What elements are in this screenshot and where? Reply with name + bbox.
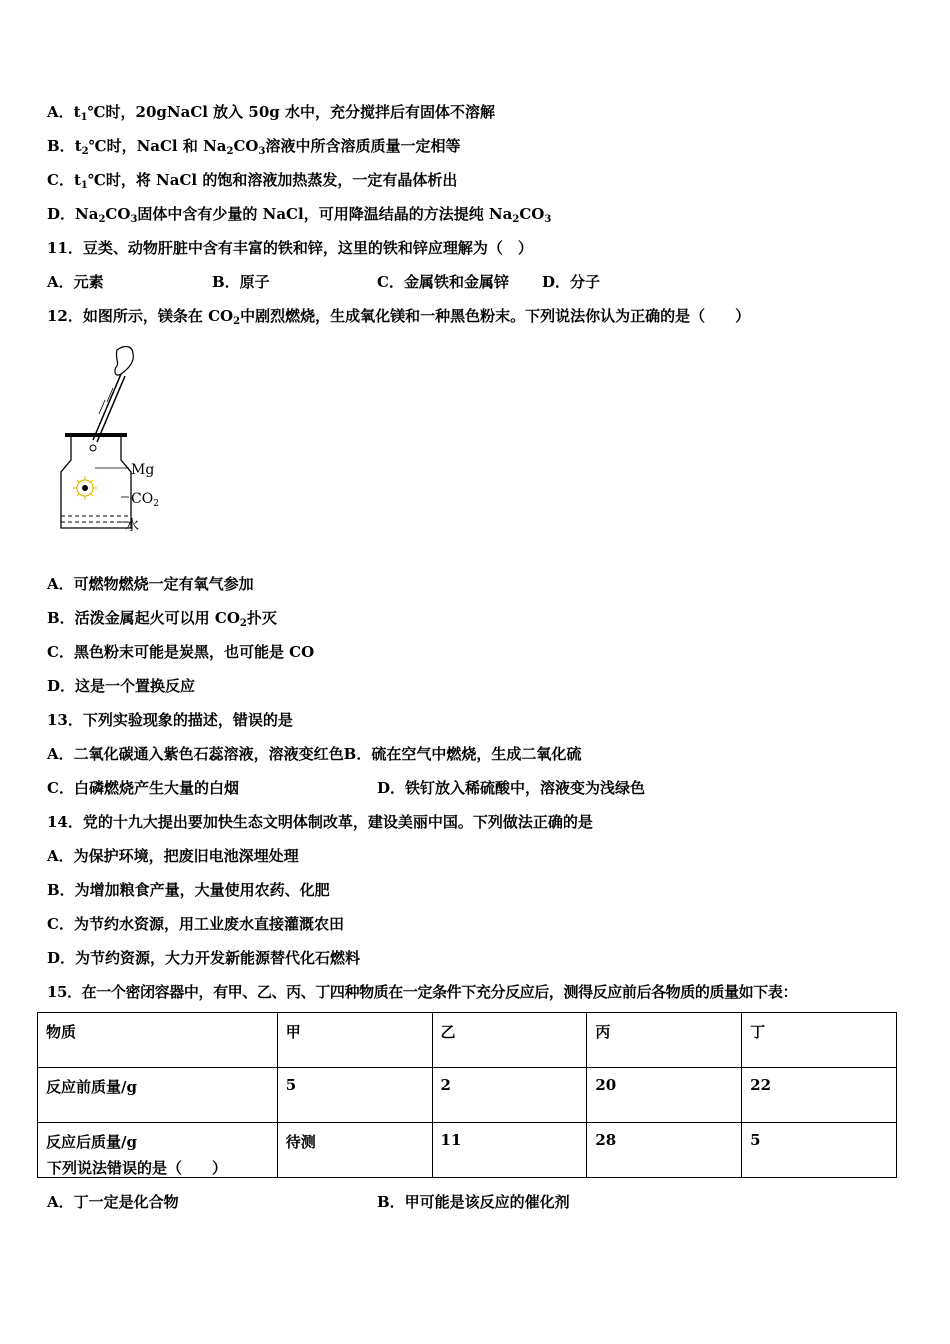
q12-option-c: C．黑色粉末可能是炭黑，也可能是 CO: [47, 643, 315, 661]
label-mg: Mg: [131, 462, 155, 478]
table-cell: 甲: [277, 1013, 432, 1068]
magnesium-burning-diagram: [55, 340, 175, 540]
table-cell: 2: [432, 1068, 587, 1123]
hand-icon: [115, 347, 133, 376]
label-water: 水: [125, 518, 139, 534]
table-cell: 22: [742, 1068, 897, 1123]
q11-option-a: A．元素: [47, 273, 104, 291]
q10-option-d: D．$Na_2CO_3$固体中含有少量的 NaCl，可用降温结晶的方法提纯 $Na_2CO_3$: [47, 205, 552, 225]
label-co2: $CO_2$: [131, 491, 159, 509]
q14-option-d: D．为节约资源，大力开发新能源替代化石燃料: [47, 949, 361, 967]
mass-table: [37, 1012, 897, 1178]
q11-option-d: D．分子: [542, 273, 601, 291]
q13-stem: 13．下列实验现象的描述，错误的是: [47, 711, 293, 729]
table-cell: 28: [587, 1123, 742, 1178]
q12-option-a: A．可燃物燃烧一定有氧气参加: [47, 575, 254, 593]
q13-option-d: D．铁钉放入稀硫酸中，溶液变为浅绿色: [377, 779, 646, 797]
q10-option-b: B．$t_2℃$时，NaCl 和 $Na_2CO_3$溶液中所含溶质质量一定相等: [47, 137, 461, 157]
table-cell: 乙: [432, 1013, 587, 1068]
q12-option-d: D．这是一个置换反应: [47, 677, 196, 695]
table-cell: 20: [587, 1068, 742, 1123]
q15-stem: 15．在一个密闭容器中，有甲、乙、丙、丁四种物质在一定条件下充分反应后，测得反应前后各物质的质量如下表：: [47, 983, 798, 1001]
table-cell: 反应后质量/g: [38, 1123, 278, 1178]
q10-option-c: C．$t_1℃$时，将 NaCl 的饱和溶液加热蒸发，一定有晶体析出: [47, 171, 458, 191]
gas-jar: [61, 437, 131, 528]
table-cell: 丙: [587, 1013, 742, 1068]
q14-option-c: C．为节约水资源，用工业废水直接灌溉农田: [47, 915, 344, 933]
table-cell: 5: [277, 1068, 432, 1123]
table-cell: 丁: [742, 1013, 897, 1068]
table-cell: 5: [742, 1123, 897, 1178]
q11-option-c: C．金属铁和金属锌: [377, 273, 509, 291]
q14-option-b: B．为增加粮食产量，大量使用农药、化肥: [47, 881, 330, 899]
q13-option-c: C．白磷燃烧产生大量的白烟: [47, 779, 239, 797]
q14-stem: 14．党的十九大提出要加快生态文明体制改革，建设美丽中国。下列做法正确的是: [47, 813, 593, 831]
q12-stem: 12．如图所示，镁条在 $CO_2$中剧烈燃烧，生成氧化镁和一种黑色粉末。下列说法你认为正确的是（ ）: [47, 307, 751, 327]
q11-stem: 11．豆类、动物肝脏中含有丰富的铁和锌，这里的铁和锌应理解为（ ）: [47, 239, 533, 257]
q13-option-ab: A．二氧化碳通入紫色石蕊溶液，溶液变红色B．硫在空气中燃烧，生成二氧化硫: [47, 745, 582, 763]
q15-option-b: B．甲可能是该反应的催化剂: [377, 1193, 570, 1211]
tongs-icon: [93, 374, 125, 442]
table-row: [38, 1068, 897, 1123]
jar-lid: [65, 433, 127, 437]
table-cell: 11: [432, 1123, 587, 1178]
q10-option-a: A．$t_1℃$时，20gNaCl 放入 50g 水中，充分搅拌后有固体不溶解: [47, 103, 495, 123]
q11-option-b: B．原子: [212, 273, 270, 291]
table-cell: 反应前质量/g: [38, 1068, 278, 1123]
table-header-row: [38, 1013, 897, 1068]
q12-option-b: B．活泼金属起火可以用 $CO_2$扑灭: [47, 609, 277, 629]
table-cell: 待测: [277, 1123, 432, 1178]
q14-option-a: A．为保护环境，把废旧电池深埋处理: [47, 847, 299, 865]
q15-question: 下列说法错误的是（ ）: [47, 1159, 228, 1177]
table-cell: 物质: [38, 1013, 278, 1068]
flame-icon: [73, 476, 97, 500]
q15-option-a: A．丁一定是化合物: [47, 1193, 179, 1211]
